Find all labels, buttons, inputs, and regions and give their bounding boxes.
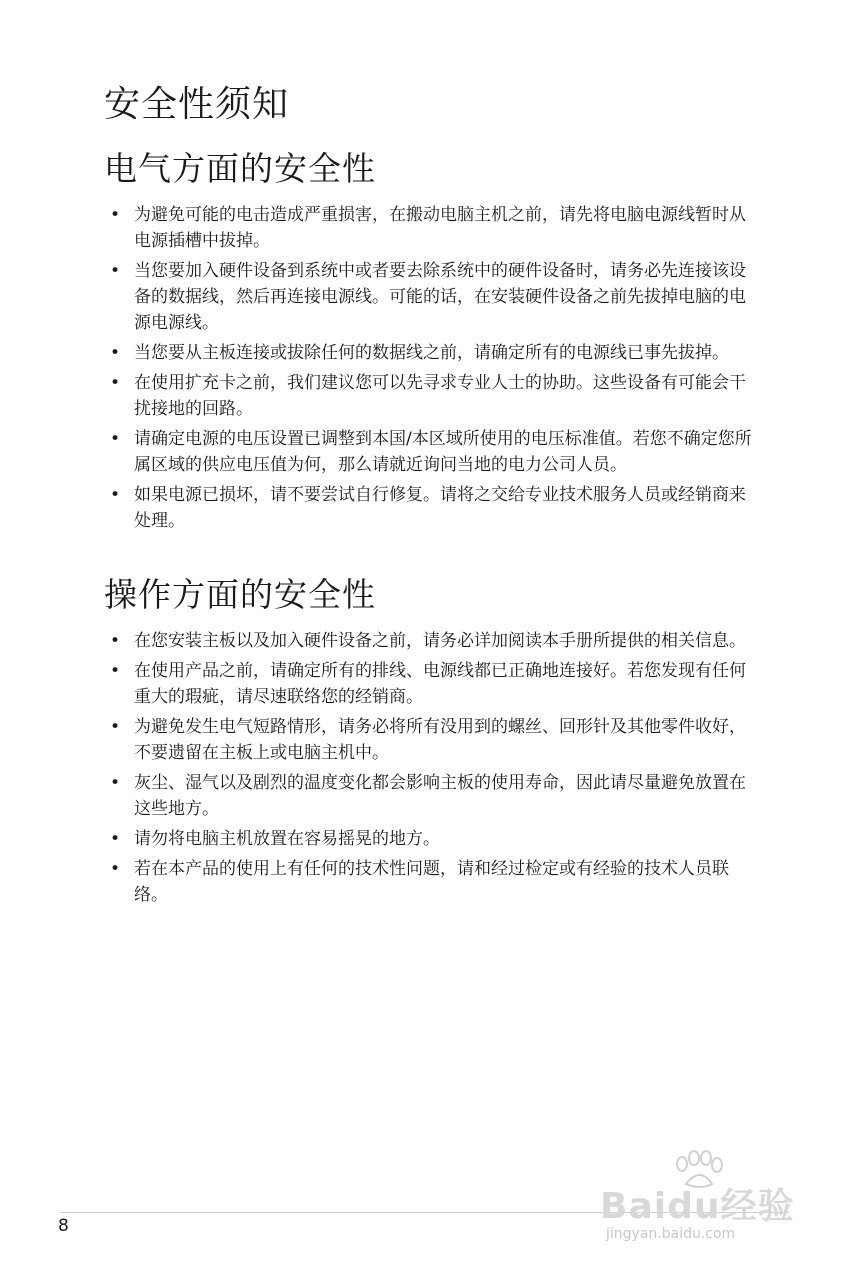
list-item [104, 714, 754, 766]
list-item [104, 370, 754, 422]
list-item [104, 202, 754, 254]
list-item-text: 为避免发生电气短路情形，请务必将所有没用到的螺丝、回形针及其他零件收好，不要遗留在主板上或电脑主机中。 [134, 717, 746, 763]
bullet-icon: • [110, 485, 121, 505]
list-item-text: 请勿将电脑主机放置在容易摇晃的地方。 [134, 829, 440, 849]
bullet-icon: • [110, 717, 121, 737]
electrical-safety-section [104, 143, 754, 538]
bullet-icon: • [110, 373, 121, 393]
list-item [104, 826, 754, 852]
bullet-icon: • [110, 261, 121, 281]
list-item-text: 为避免可能的电击造成严重损害，在搬动电脑主机之前，请先将电脑电源线暂时从电源插槽中拔掉。 [134, 205, 746, 251]
list-item [104, 482, 754, 534]
list-item-text: 当您要加入硬件设备到系统中或者要去除系统中的硬件设备时，请务必先连接该设备的数据线，然后再连接电源线。可能的话，在安装硬件设备之前先拔掉电脑的电源电源线。 [134, 261, 746, 333]
watermark-logo: Baidu经验 [600, 1186, 795, 1227]
list-item [104, 770, 754, 822]
bullet-list [104, 628, 754, 908]
list-item-text: 在使用扩充卡之前，我们建议您可以先寻求专业人士的协助。这些设备有可能会干扰接地的回路。 [134, 373, 746, 419]
bullet-icon: • [110, 343, 121, 363]
watermark-url: jingyan.baidu.com [606, 1226, 736, 1242]
list-item [104, 258, 754, 336]
baidu-watermark [600, 1150, 800, 1250]
bullet-icon: • [110, 773, 121, 793]
section-heading: 操作方面的安全性 [104, 575, 376, 614]
operation-safety-section [104, 569, 754, 912]
list-item-text: 在您安装主板以及加入硬件设备之前，请务必详加阅读本手册所提供的相关信息。 [134, 631, 746, 651]
list-item-text: 灰尘、湿气以及剧烈的温度变化都会影响主板的使用寿命，因此请尽量避免放置在这些地方。 [134, 773, 746, 819]
list-item [104, 426, 754, 478]
list-item-text: 若在本产品的使用上有任何的技术性问题，请和经过检定或有经验的技术人员联络。 [134, 859, 729, 905]
bullet-icon: • [110, 829, 121, 849]
bullet-list [104, 202, 754, 534]
list-item-text: 如果电源已损坏，请不要尝试自行修复。请将之交给专业技术服务人员或经销商来处理。 [134, 485, 746, 531]
list-item [104, 658, 754, 710]
list-item-text: 当您要从主板连接或拔除任何的数据线之前，请确定所有的电源线已事先拔掉。 [134, 343, 729, 363]
page-number: 8 [58, 1216, 69, 1236]
list-item-text: 在使用产品之前，请确定所有的排线、电源线都已正确地连接好。若您发现有任何重大的瑕疵，请尽速联络您的经销商。 [134, 661, 746, 707]
list-item [104, 340, 754, 366]
bullet-icon: • [110, 631, 121, 651]
bullet-icon: • [110, 859, 121, 879]
list-item-text: 请确定电源的电压设置已调整到本国/本区域所使用的电压标准值。若您不确定您所属区域的供应电压值为何，那么请就近询问当地的电力公司人员。 [134, 429, 752, 475]
bullet-icon: • [110, 205, 121, 225]
list-item [104, 856, 754, 908]
page-title: 安全性须知 [104, 84, 290, 125]
bullet-icon: • [110, 661, 121, 681]
list-item [104, 628, 754, 654]
bullet-icon: • [110, 429, 121, 449]
section-heading: 电气方面的安全性 [104, 149, 376, 188]
